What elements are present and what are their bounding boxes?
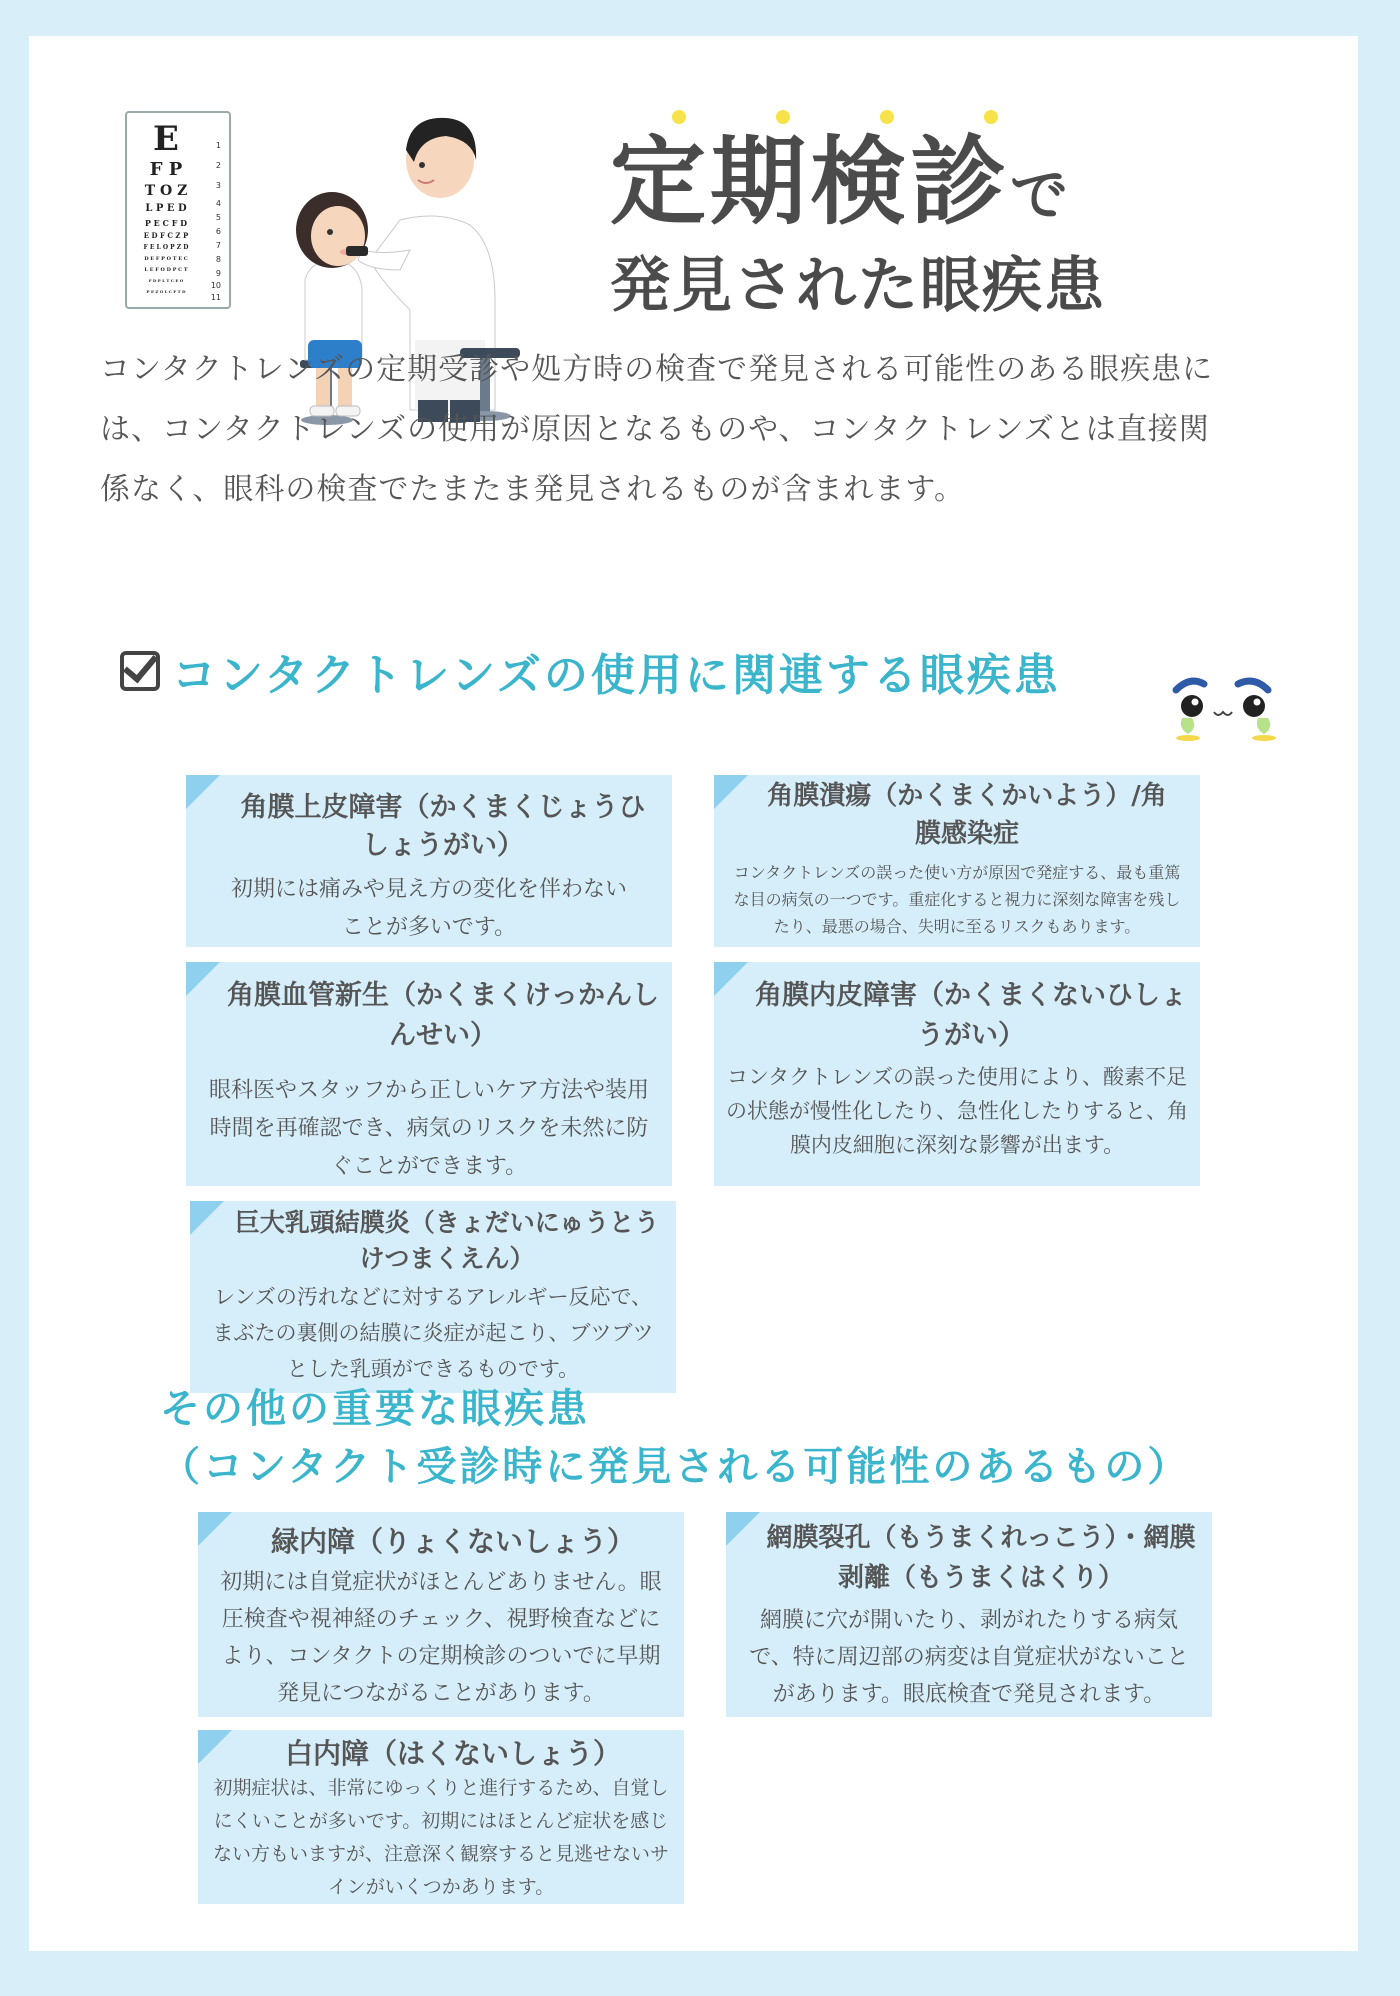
- eye-chart-number: 6: [215, 227, 221, 236]
- disease-card-title: 角膜潰瘍（かくまくかいよう）/角膜感染症: [767, 781, 1167, 849]
- eye-chart-number: 5: [215, 213, 221, 222]
- section-heading-line: その他の重要な眼疾患: [160, 1386, 590, 1432]
- disease-card: [198, 1512, 684, 1717]
- card-corner-icon: [714, 775, 748, 809]
- eye-chart-row: L E F O D P C T: [144, 267, 188, 273]
- disease-card: [714, 962, 1200, 1186]
- disease-card-title: 角膜上皮障害（かくまくじょうひしょうがい）: [240, 792, 646, 861]
- eye-chart-number: 9: [215, 269, 221, 278]
- disease-card-body: コンタクトレンズの誤った使い方が原因で発症する、最も重篤な目の病気の一つです。重症化すると視力に深刻な障害を残したり、最悪の場合、失明に至るリスクもあります。: [733, 863, 1181, 936]
- disease-card: [198, 1730, 684, 1904]
- title-decoration-dots: [640, 110, 1020, 124]
- eye-chart-number: 11: [210, 293, 221, 302]
- section-heading-contact-related: [120, 636, 1120, 706]
- eye-chart-number: 2: [215, 161, 221, 170]
- disease-card-body: コンタクトレンズの誤った使用により、酸素不足の状態が慢性化したり、急性化したりすると、角膜内皮細胞に深刻な影響が出ます。: [726, 1065, 1188, 1157]
- disease-card: [186, 775, 672, 947]
- card-corner-icon: [186, 962, 220, 996]
- decoration-dot: [984, 110, 998, 124]
- card-corner-icon: [198, 1730, 232, 1764]
- eye-chart-row: E D F C Z P: [143, 231, 189, 240]
- disease-card-body: 初期には自覚症状がほとんどありません。眼圧検査や視神経のチェック、視野検査などにより、コンタクトの定期検診のついでに早期発見につながることがあります。: [220, 1570, 662, 1706]
- eye-chart-row: P E C F D: [144, 218, 188, 228]
- eye-chart-row: F E L O P Z D: [143, 244, 189, 251]
- eye-chart-number: 3: [215, 181, 221, 190]
- section-heading-line: （コンタクト受診時に発見される可能性のあるもの）: [160, 1444, 1191, 1490]
- eye-chart-row: P E Z O L C F T D: [146, 289, 186, 294]
- eye-chart-number: 8: [215, 255, 221, 264]
- section-heading-other: [160, 1380, 1191, 1496]
- section-heading-text: コンタクトレンズの使用に関連する眼疾患: [172, 650, 1061, 701]
- eye-chart-number: 7: [215, 241, 221, 250]
- disease-card-body: 眼科医やスタッフから正しいケア方法や装用時間を再確認でき、病気のリスクを未然に防ぐことができます。: [208, 1078, 649, 1179]
- checkbox-icon: [120, 651, 160, 691]
- disease-card: [714, 775, 1200, 947]
- eye-chart-row: D E F P O T E C: [144, 256, 188, 262]
- card-corner-icon: [198, 1512, 232, 1546]
- page-title-main: 定期検診: [610, 126, 1010, 238]
- disease-card-body: 網膜に穴が開いたり、剥がれたりする病気で、特に周辺部の病変は自覚症状がないことがあります。眼底検査で発見されます。: [749, 1608, 1189, 1707]
- disease-card-body: 初期症状は、非常にゆっくりと進行するため、自覚しにくいことが多いです。初期にはほとんど症状を感じない方もいますが、注意深く観察すると見逃せないサインがいくつかあります。: [212, 1777, 669, 1898]
- eye-chart-row: T O Z: [144, 183, 188, 199]
- eye-chart-number: 4: [215, 199, 221, 208]
- card-corner-icon: [186, 775, 220, 809]
- disease-card: [726, 1512, 1212, 1717]
- disease-card-title: 巨大乳頭結膜炎（きょだいにゅうとうけつまくえん）: [234, 1208, 660, 1273]
- eye-chart-row: L P E D: [145, 203, 187, 214]
- disease-card-title: 角膜血管新生（かくまくけっかんしんせい）: [227, 980, 659, 1051]
- page-title: [610, 126, 1130, 238]
- card-corner-icon: [714, 962, 748, 996]
- card-corner-icon: [726, 1512, 760, 1546]
- decoration-dot: [880, 110, 894, 124]
- eye-chart-illustration: [125, 111, 231, 309]
- page-subtitle: 発見された眼疾患: [610, 251, 1106, 321]
- disease-card: [186, 962, 672, 1186]
- crying-face-icon: [1168, 672, 1278, 742]
- eye-chart-row: F D P L T C E O: [148, 278, 184, 283]
- page-title-particle: で: [1010, 161, 1073, 229]
- eye-chart-number: 1: [215, 141, 221, 150]
- disease-card-title: 網膜裂孔（もうまくれっこう）・網膜剥離（もうまくはくり）: [766, 1523, 1196, 1593]
- disease-card-body: レンズの汚れなどに対するアレルギー反応で、まぶたの裏側の結膜に炎症が起こり、ブツブツとした乳頭ができるものです。: [212, 1285, 654, 1381]
- decoration-dot: [672, 110, 686, 124]
- disease-card-title: 白内障（はくないしょう）: [284, 1737, 621, 1770]
- decoration-dot: [776, 110, 790, 124]
- eye-chart-row: F P: [149, 159, 183, 180]
- eye-chart-number: 10: [210, 281, 221, 290]
- disease-card-body: 初期には痛みや見え方の変化を伴わないことが多いです。: [230, 877, 627, 940]
- disease-card-title: 緑内障（りょくないしょう）: [270, 1525, 635, 1558]
- card-corner-icon: [190, 1201, 224, 1235]
- disease-card-title: 角膜内皮障害（かくまくないひしょうがい）: [755, 980, 1187, 1051]
- eye-chart-row: E: [153, 119, 179, 159]
- disease-card: [190, 1201, 676, 1393]
- intro-paragraph: コンタクトレンズの定期受診や処方時の検査で発見される可能性のある眼疾患には、コンタクトレンズの使用が原因となるものや、コンタクトレンズとは直接関係なく、眼科の検査でたまたま発見されるものが含まれます。: [100, 352, 1214, 507]
